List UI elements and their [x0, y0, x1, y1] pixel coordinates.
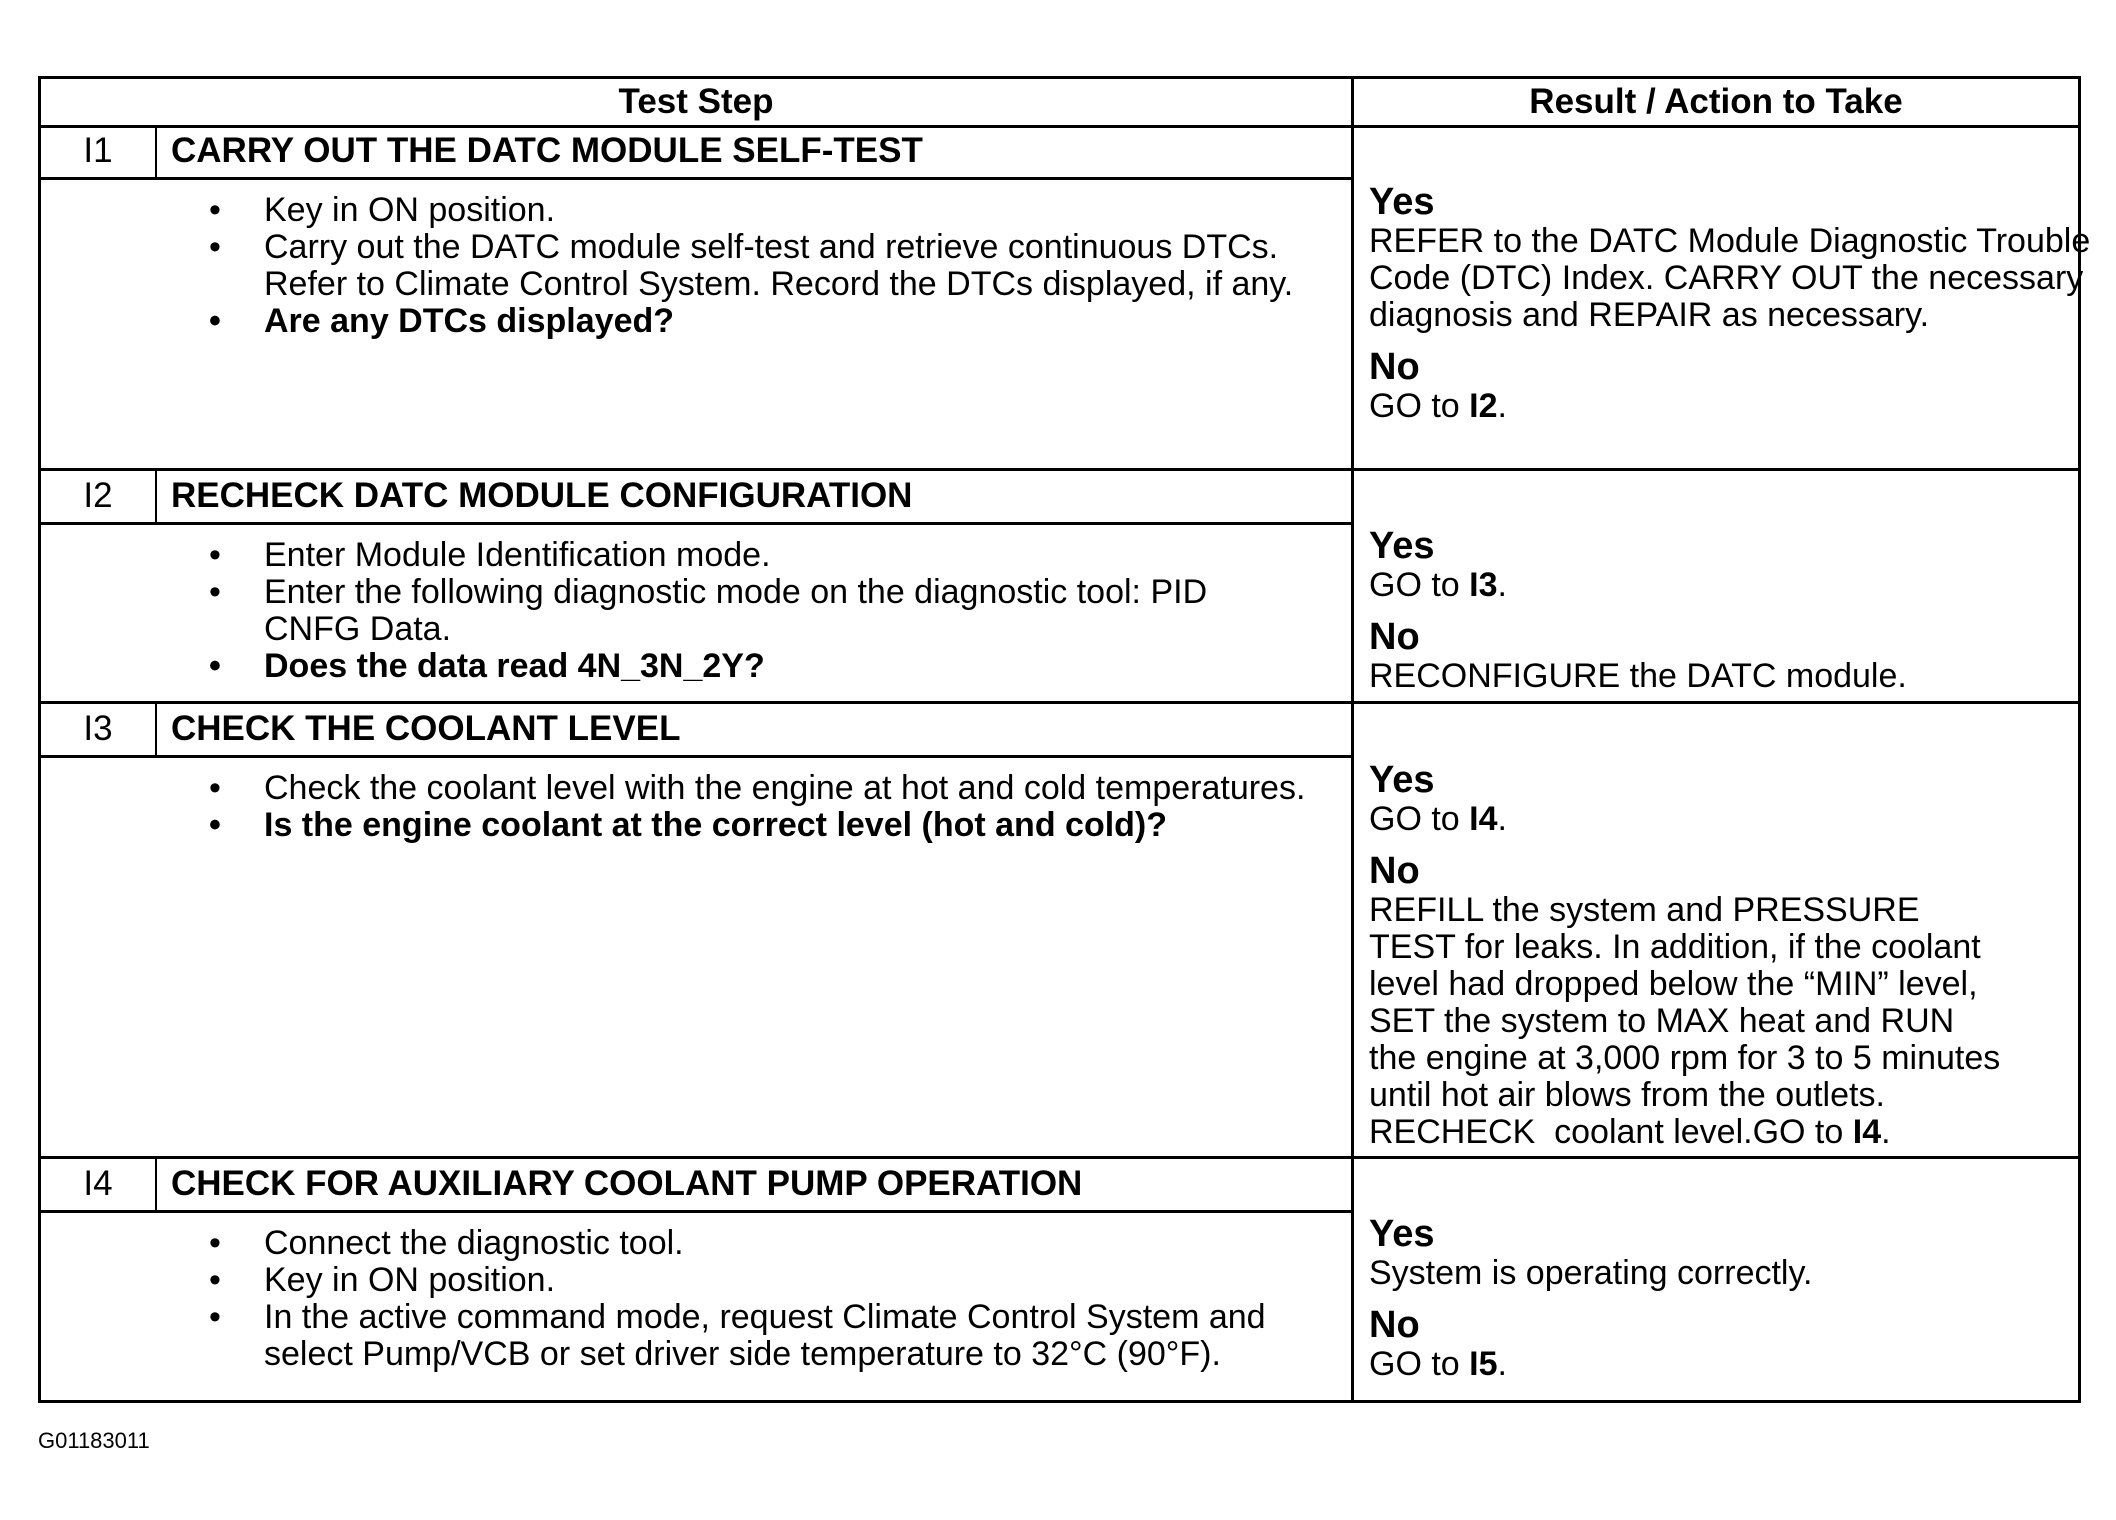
no-action-line: the engine at 3,000 rpm for 3 to 5 minutes	[1369, 1039, 2001, 1077]
no-action-line: SET the system to MAX heat and RUN	[1369, 1002, 1955, 1040]
header-divider-left	[41, 125, 1354, 128]
yes-action: GO to I4.	[1369, 800, 1507, 838]
no-action: GO to I2.	[1369, 387, 1507, 425]
step-title-divider	[41, 755, 1351, 758]
step-divider	[41, 1156, 2078, 1159]
step-bullets-i2	[161, 537, 1311, 685]
yes-action: GO to I3.	[1369, 566, 1507, 604]
yes-label: Yes	[1369, 1213, 1435, 1255]
step-link: I3	[1469, 566, 1498, 604]
list-item: • Enter the following diagnostic mode on the diagnostic tool: PID CNFG Data.	[161, 574, 1311, 648]
step-id-separator	[155, 704, 157, 758]
no-label: No	[1369, 1304, 1420, 1346]
step-id-separator	[155, 128, 157, 180]
step-title-divider	[41, 177, 1351, 180]
step-id-i1: I1	[83, 131, 113, 170]
no-label: No	[1369, 346, 1420, 388]
step-question: • Is the engine coolant at the correct level (hot and cold)?	[161, 807, 1311, 844]
yes-label: Yes	[1369, 525, 1435, 567]
no-action-line: TEST for leaks. In addition, if the coolant	[1369, 928, 1981, 966]
step-bullets-i1	[161, 192, 1311, 340]
column-divider	[1351, 79, 1354, 1400]
step-title-i2: RECHECK DATC MODULE CONFIGURATION	[171, 476, 913, 515]
step-question: • Does the data read 4N_3N_2Y?	[161, 648, 1311, 685]
no-action-line: until hot air blows from the outlets.	[1369, 1076, 1885, 1114]
yes-label: Yes	[1369, 181, 1435, 223]
list-item: • Connect the diagnostic tool.	[161, 1225, 1311, 1262]
header-test-step: Test Step	[618, 82, 774, 121]
list-item: • Enter Module Identification mode.	[161, 537, 1311, 574]
yes-action: System is operating correctly.	[1369, 1254, 1813, 1292]
step-title-i4: CHECK FOR AUXILIARY COOLANT PUMP OPERATION	[171, 1164, 1083, 1203]
step-link: I5	[1469, 1345, 1498, 1383]
step-title-divider	[41, 1210, 1351, 1213]
step-title-i3: CHECK THE COOLANT LEVEL	[171, 709, 681, 748]
step-id-i3: I3	[83, 709, 113, 748]
yes-action: REFER to the DATC Module Diagnostic Trouble Code (DTC) Index. CARRY OUT the necessary diagnosis and REPAIR as necessary.	[1369, 222, 2091, 334]
no-action-line: level had dropped below the “MIN” level,	[1369, 965, 1978, 1003]
step-divider	[41, 701, 2078, 704]
result-i3	[1369, 759, 2109, 1151]
result-i1	[1369, 181, 2109, 425]
yes-label: Yes	[1369, 759, 1435, 801]
step-bullets-i3	[161, 770, 1311, 844]
step-link: I2	[1469, 387, 1498, 425]
step-title-i1: CARRY OUT THE DATC MODULE SELF-TEST	[171, 131, 923, 170]
list-item: • Key in ON position.	[161, 1262, 1311, 1299]
step-link: I4	[1852, 1113, 1882, 1151]
no-action-line: REFILL the system and PRESSURE	[1369, 891, 1920, 929]
list-item: • Check the coolant level with the engine at hot and cold temperatures.	[161, 770, 1311, 807]
result-i4	[1369, 1213, 2109, 1383]
header-result-action: Result / Action to Take	[1529, 82, 1903, 121]
list-item: • Key in ON position.	[161, 192, 1311, 229]
no-action-line: RECHECK coolant level.GO to I4.	[1369, 1113, 1891, 1151]
step-question: • Are any DTCs displayed?	[161, 303, 1311, 340]
list-item: • Carry out the DATC module self-test and retrieve continuous DTCs. Refer to Climate Control System. Record the DTCs displayed, if any.	[161, 229, 1311, 303]
step-id-separator	[155, 1159, 157, 1213]
no-action: GO to I5.	[1369, 1345, 1507, 1383]
no-label: No	[1369, 616, 1420, 658]
figure-id-caption: G01183011	[38, 1428, 150, 1453]
list-item: • In the active command mode, request Climate Control System and select Pump/VCB or set driver side temperature to 32°C (90°F).	[161, 1299, 1311, 1373]
no-label: No	[1369, 850, 1420, 892]
step-id-i2: I2	[83, 476, 113, 515]
result-i2	[1369, 525, 2109, 695]
step-bullets-i4	[161, 1225, 1311, 1373]
step-link: I4	[1469, 800, 1498, 838]
step-id-separator	[155, 471, 157, 525]
diagnostic-table	[38, 76, 2091, 1403]
step-title-divider	[41, 522, 1351, 525]
step-id-i4: I4	[83, 1164, 113, 1203]
header-divider-right	[1354, 125, 2078, 128]
no-action: RECONFIGURE the DATC module.	[1369, 657, 1907, 695]
step-divider	[41, 468, 2078, 471]
